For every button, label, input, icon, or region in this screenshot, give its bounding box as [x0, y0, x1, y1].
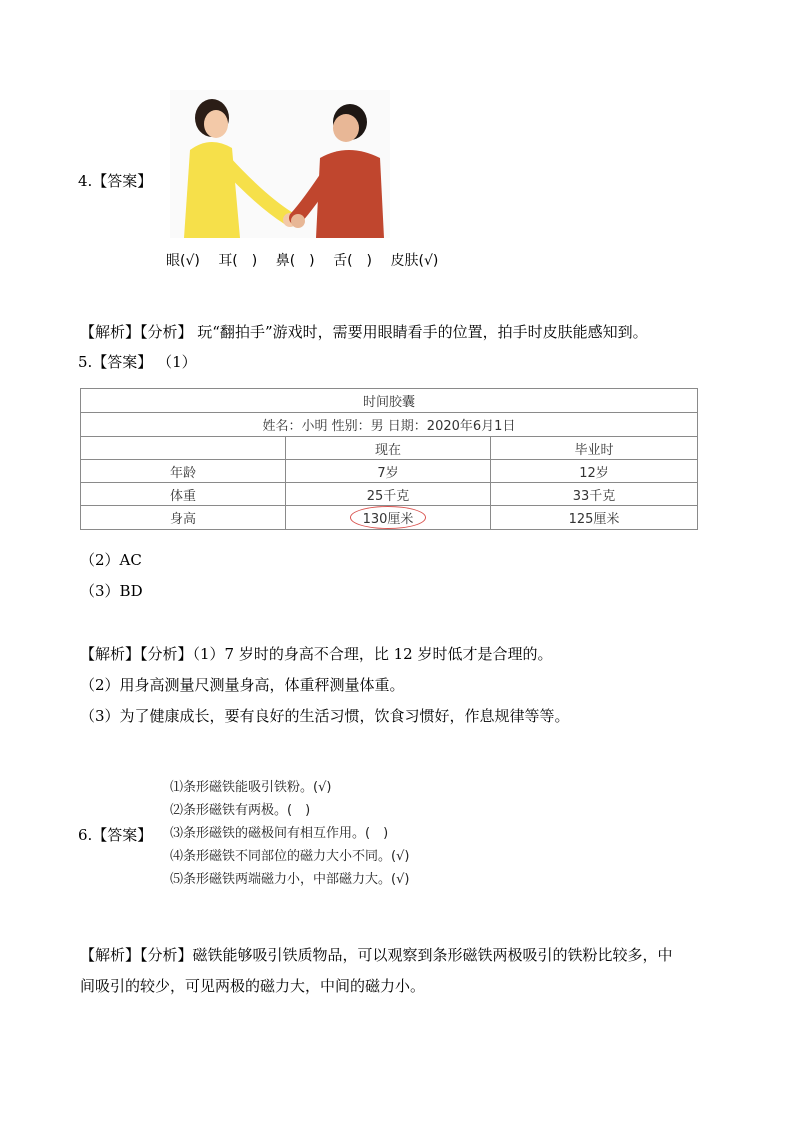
table-cell-circled — [286, 506, 491, 530]
sense-nose: 鼻( ) — [275, 253, 315, 269]
magnet-item-3: ⑶条形磁铁的磁极间有相互作用。( ) — [170, 826, 389, 841]
q6-analysis-2: 间吸引的较少，可见两极的磁力大，中间的磁力小。 — [80, 977, 426, 995]
q6-answer-label: 6.【答案】 — [78, 826, 153, 844]
table-cell: 7岁 — [286, 460, 491, 483]
q5-analysis-3: （3）为了健康成长，要有良好的生活习惯，饮食习惯好，作息规律等等。 — [80, 707, 570, 725]
q5-answer-2: （2）AC — [80, 551, 142, 569]
table-header-empty — [81, 437, 286, 460]
table-cell: 125厘米 — [491, 506, 698, 530]
q5-answer-label: 5.【答案】 （1） — [78, 353, 197, 371]
row-label-height: 身高 — [81, 506, 286, 530]
q5-analysis-2: （2）用身高测量尺测量身高，体重秤测量体重。 — [80, 676, 405, 694]
table-cell: 25千克 — [286, 483, 491, 506]
sense-eye: 眼(√) — [166, 253, 200, 269]
magnet-item-4: ⑷条形磁铁不同部位的磁力大小不同。(√) — [170, 849, 410, 864]
row-label-age: 年龄 — [81, 460, 286, 483]
clapping-game-photo — [170, 90, 390, 238]
q4-analysis: 【解析】【分析】 玩“翻拍手”游戏时，需要用眼睛看手的位置，拍手时皮肤能感知到。 — [80, 323, 648, 341]
circled-value: 130厘米 — [350, 506, 427, 529]
magnet-item-2: ⑵条形磁铁有两极。( ) — [170, 803, 311, 818]
sense-tongue: 舌( ) — [333, 253, 373, 269]
table-info: 姓名：小明 性别：男 日期：2020年6月1日 — [81, 413, 698, 437]
table-header-now: 现在 — [286, 437, 491, 460]
q5-answer-3: （3）BD — [80, 582, 143, 600]
q5-analysis-1: 【解析】【分析】（1）7 岁时的身高不合理，比 12 岁时低才是合理的。 — [80, 645, 553, 663]
children-illustration — [170, 90, 390, 238]
row-label-weight: 体重 — [81, 483, 286, 506]
q6-analysis-1: 【解析】【分析】磁铁能够吸引铁质物品，可以观察到条形磁铁两极吸引的铁粉比较多，中 — [80, 946, 673, 964]
table-row — [81, 506, 698, 530]
senses-line — [166, 251, 452, 271]
magnet-item-5: ⑸条形磁铁两端磁力小，中部磁力大。(√) — [170, 872, 410, 887]
table-header-graduation: 毕业时 — [491, 437, 698, 460]
table-title: 时间胶囊 — [81, 389, 698, 413]
q4-answer-label: 4.【答案】 — [78, 172, 153, 190]
sense-skin: 皮肤(√) — [390, 253, 439, 269]
sense-ear: 耳( ) — [218, 253, 258, 269]
magnet-item-1: ⑴条形磁铁能吸引铁粉。(√) — [170, 780, 332, 795]
table-cell: 33千克 — [491, 483, 698, 506]
table-row — [81, 483, 698, 506]
table-row — [81, 460, 698, 483]
time-capsule-table — [80, 388, 698, 530]
table-cell: 12岁 — [491, 460, 698, 483]
